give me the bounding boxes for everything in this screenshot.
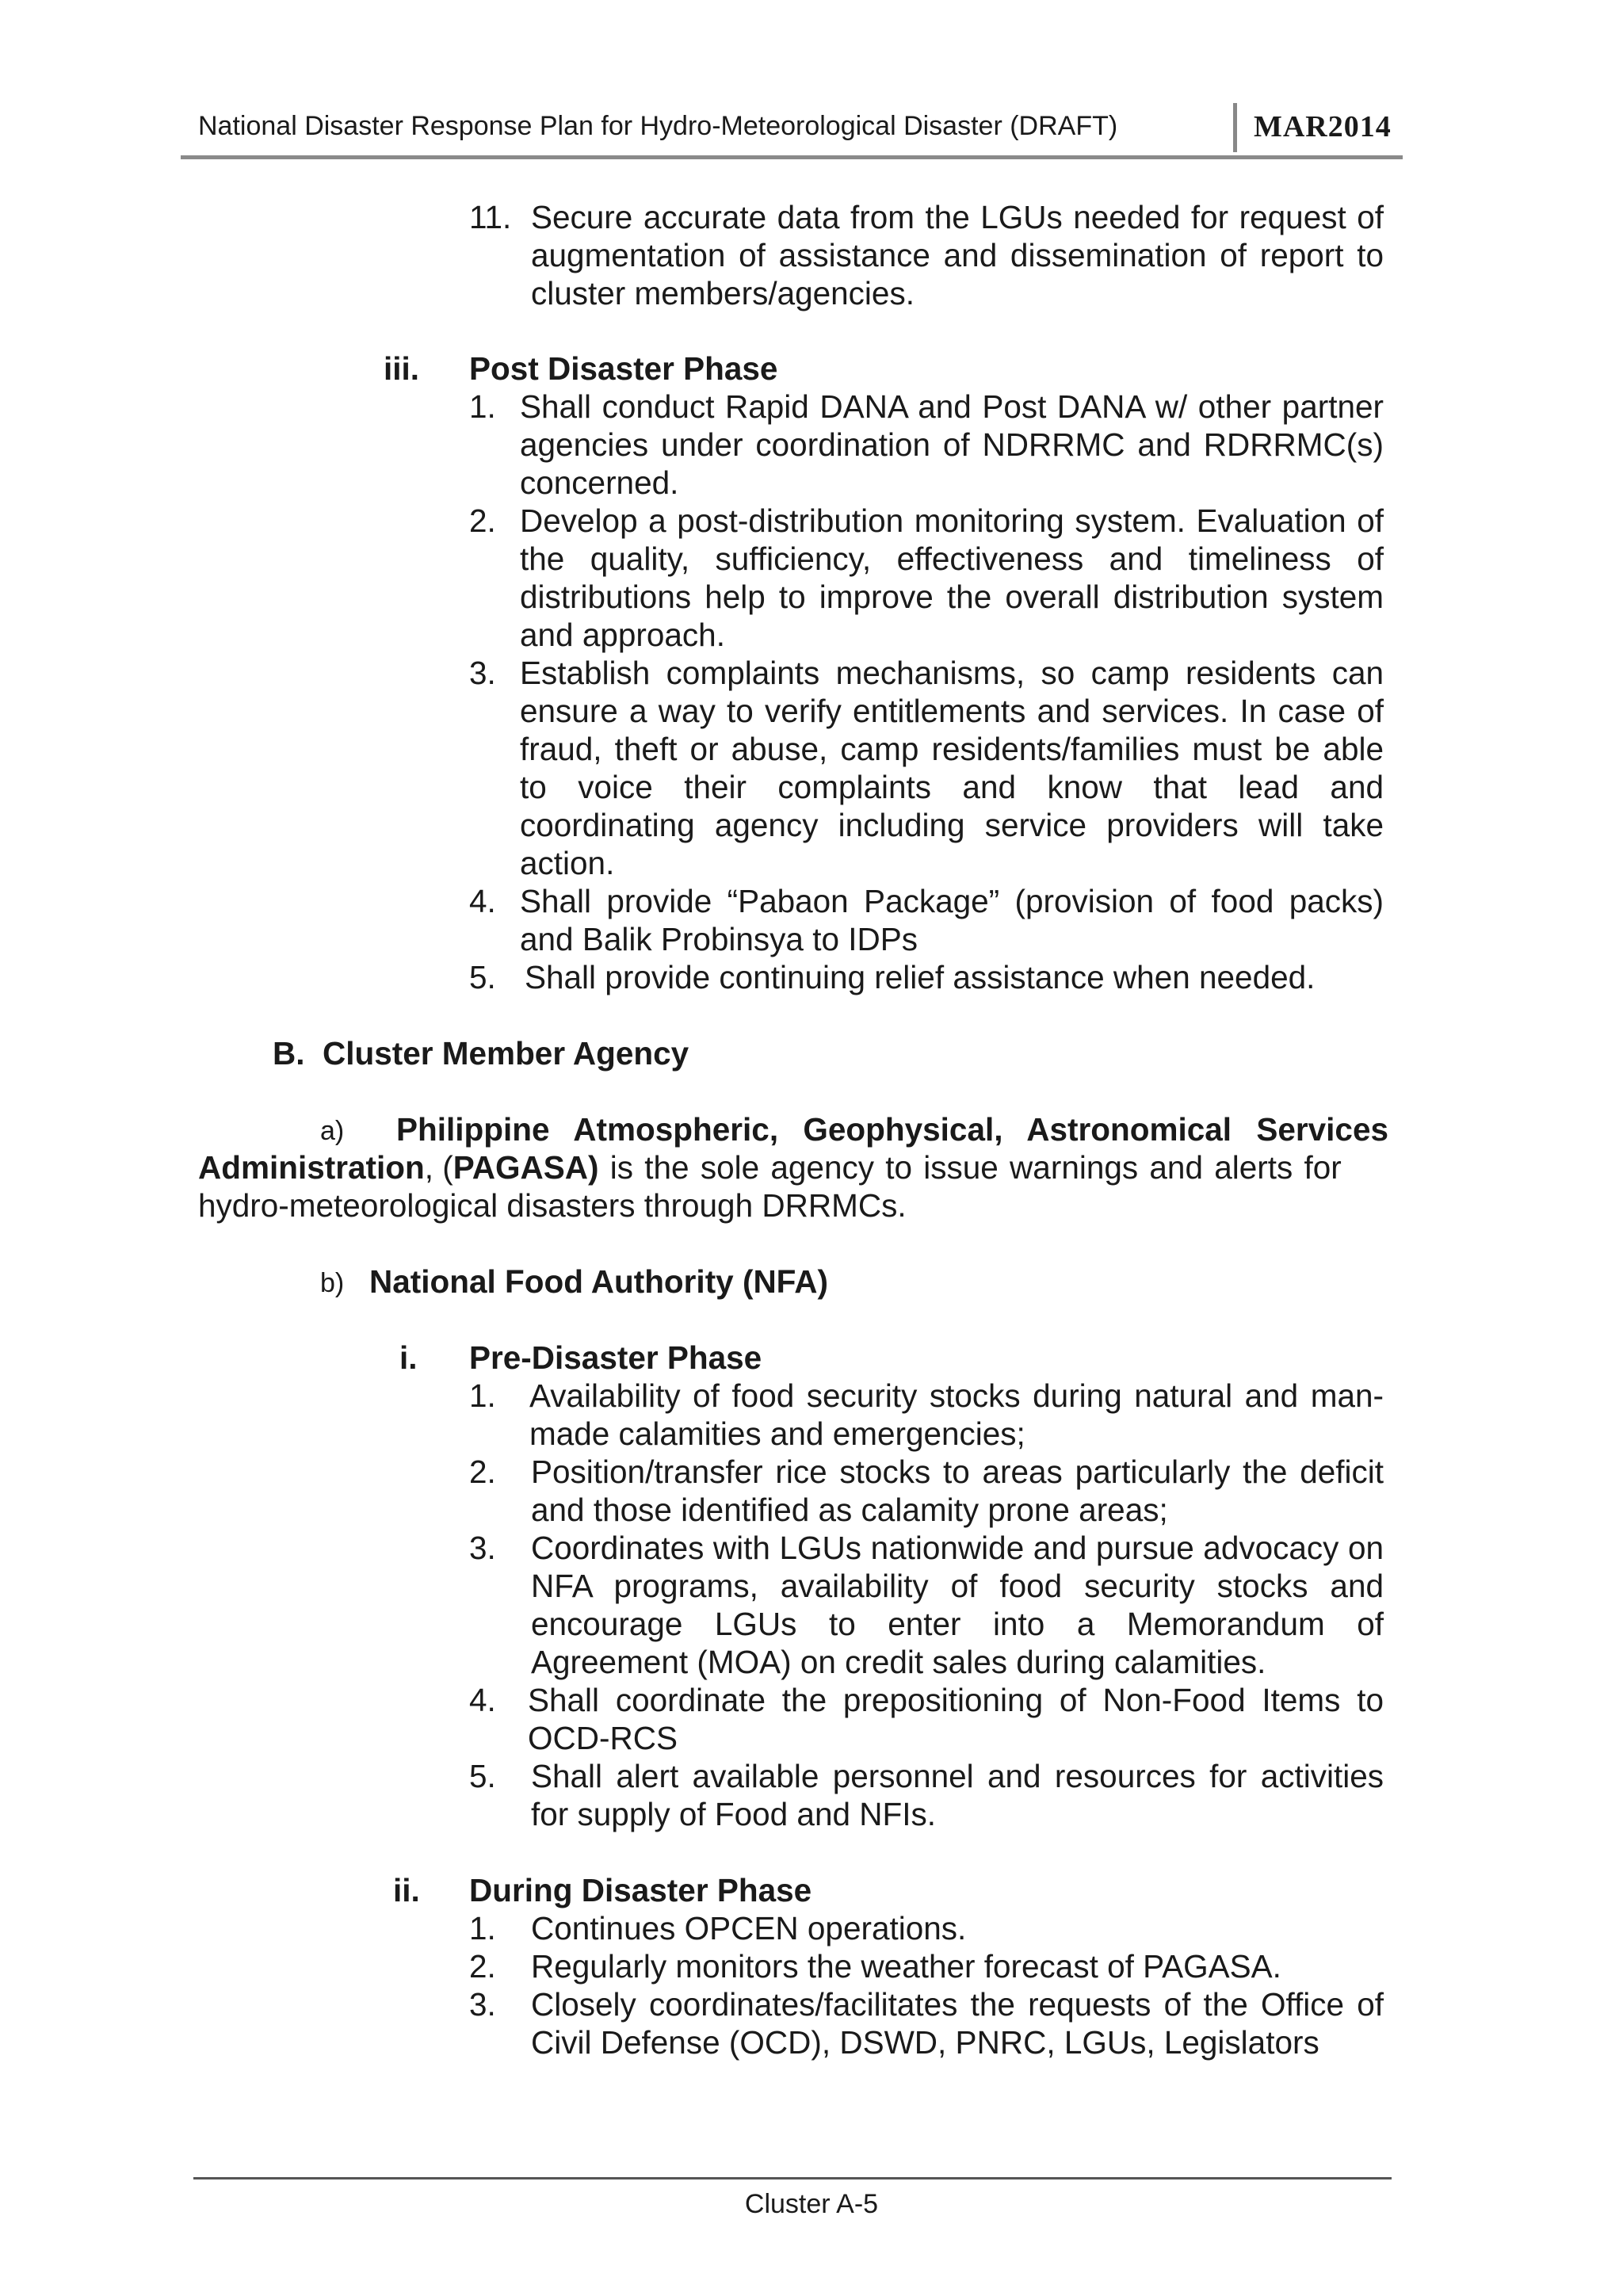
list-item-number: 4. — [469, 1682, 496, 1718]
list-item-number: 3. — [469, 655, 496, 691]
list-item — [469, 1681, 1388, 1757]
list-item-text: Position/transfer rice stocks to areas particularly the deficit and those identified as calamity prone areas; — [531, 1454, 1384, 1528]
list-item — [469, 502, 1388, 654]
list-item-number: 2. — [469, 1454, 496, 1490]
list-item-number: 5. — [469, 959, 496, 995]
header-title: National Disaster Response Plan for Hydro-Meteorological Disaster (DRAFT) — [198, 111, 1118, 141]
list-item-text: Continues OPCEN operations. — [531, 1910, 967, 1946]
list-item — [469, 1377, 1388, 1453]
page-number: Cluster A-5 — [744, 2189, 879, 2219]
list-item-text: Closely coordinates/facilitates the requests of the Office of Civil Defense (OCD), DSWD, PNRC, LGUs, Legislators — [531, 1986, 1384, 2061]
paragraph-line — [198, 1148, 1388, 1186]
list-item — [469, 958, 1388, 996]
list-item-text: Develop a post-distribution monitoring system. Evaluation of the quality, sufficiency, effectiveness and timeliness of distributions help to improve the overall distribution system and approach. — [520, 502, 1384, 653]
section-heading: Pre-Disaster Phase — [469, 1339, 762, 1376]
agency-name-continued: Administration — [198, 1149, 425, 1186]
list-item — [469, 1909, 1388, 1947]
agency-abbreviation: PAGASA) — [453, 1149, 599, 1186]
list-item-text: Shall provide continuing relief assistance when needed. — [525, 959, 1316, 995]
list-item-number: 1. — [469, 1910, 496, 1946]
list-item-text: Shall conduct Rapid DANA and Post DANA w/ other partner agencies under coordination of NDRRMC and RDRRMC(s) concerned. — [520, 388, 1384, 501]
agency-name: Philippine Atmospheric, Geophysical, Astronomical Services — [396, 1111, 1388, 1148]
header-separator — [1233, 103, 1237, 152]
list-item-number: 2. — [469, 1948, 496, 1985]
list-item-number: 1. — [469, 388, 496, 425]
header-date: MAR2014 — [1254, 110, 1392, 143]
list-item-text: Coordinates with LGUs nationwide and pursue advocacy on NFA programs, availability of food security stocks and encourage LGUs to enter into a Memorandum of Agreement (MOA) on credit sales during calamities. — [531, 1530, 1384, 1680]
list-item-text: Regularly monitors the weather forecast of PAGASA. — [531, 1948, 1281, 1985]
section-heading: During Disaster Phase — [469, 1872, 812, 1908]
list-item-text: Availability of food security stocks during natural and man-made calamities and emergencies; — [529, 1377, 1384, 1452]
agency-name: National Food Authority (NFA) — [369, 1263, 828, 1300]
list-item-text: Shall provide “Pabaon Package” (provision of food packs) and Balik Probinsya to IDPs — [520, 883, 1384, 957]
list-item-number: 3. — [469, 1530, 496, 1566]
header-rule — [181, 155, 1403, 159]
list-item-text: Establish complaints mechanisms, so camp residents can ensure a way to verify entitlements and services. In case of fraud, theft or abuse, camp residents/families must be able to voice their complaints and know that lead and coordinating agency including service providers will take action. — [520, 655, 1384, 881]
section-heading: Post Disaster Phase — [469, 350, 778, 387]
section-roman-numeral: i. — [399, 1339, 418, 1376]
paragraph-marker: a) — [320, 1116, 345, 1146]
section-roman-numeral: iii. — [384, 350, 420, 387]
list-item-text: Shall coordinate the prepositioning of Non-Food Items to OCD-RCS — [528, 1682, 1384, 1756]
section-heading: B. Cluster Member Agency — [273, 1035, 689, 1072]
list-item — [469, 1453, 1388, 1529]
list-item-number: 11. — [469, 199, 512, 235]
list-item — [469, 1529, 1388, 1681]
list-item-number: 3. — [469, 1986, 496, 2023]
list-item-text: Secure accurate data from the LGUs needed for request of augmentation of assistance and dissemination of report to cluster members/agencies. — [531, 199, 1384, 311]
page-header — [181, 103, 1403, 165]
list-item-number: 4. — [469, 883, 496, 919]
paragraph-line — [320, 1110, 1388, 1148]
paragraph-line: hydro-meteorological disasters through DRRMCs. — [198, 1187, 907, 1224]
list-item — [469, 1947, 1388, 1985]
list-item — [469, 388, 1388, 502]
list-item-number: 5. — [469, 1758, 496, 1794]
paragraph-text: , ( — [424, 1149, 453, 1186]
list-item-number: 1. — [469, 1377, 496, 1414]
paragraph-marker: b) — [320, 1268, 345, 1298]
list-item — [469, 654, 1388, 882]
list-item — [469, 1985, 1388, 2061]
list-item — [469, 1757, 1388, 1833]
list-item — [469, 882, 1388, 958]
list-item-text: Shall alert available personnel and resources for activities for supply of Food and NFIs. — [531, 1758, 1384, 1832]
section-roman-numeral: ii. — [393, 1872, 420, 1908]
list-item — [469, 198, 1388, 312]
list-item-number: 2. — [469, 502, 496, 539]
footer-rule — [193, 2177, 1392, 2179]
paragraph-text: is the sole agency to issue warnings and alerts for — [598, 1149, 1342, 1186]
